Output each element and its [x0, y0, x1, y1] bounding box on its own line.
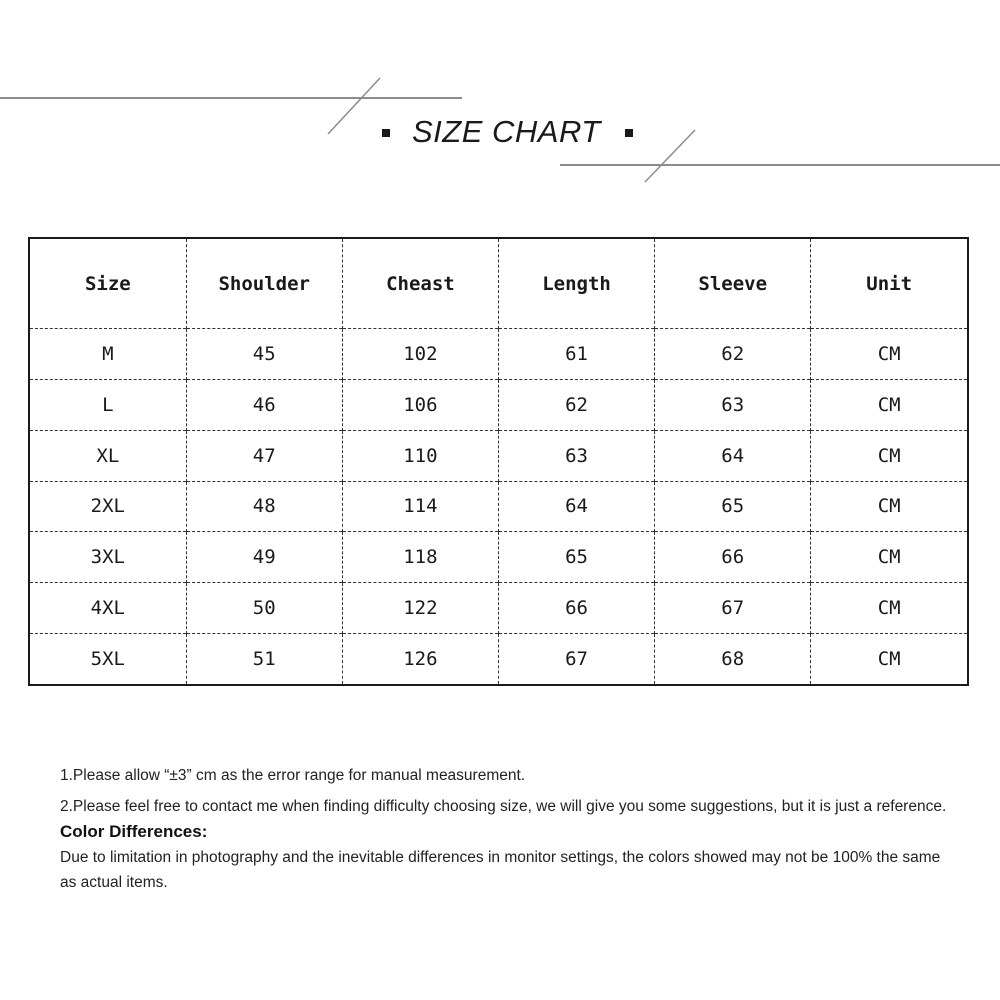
cell-chest: 110: [342, 430, 498, 481]
cell-sleeve: 64: [655, 430, 811, 481]
cell-length: 63: [498, 430, 654, 481]
page-title: SIZE CHART: [412, 114, 601, 149]
cell-size: M: [30, 329, 186, 380]
cell-sleeve: 66: [655, 532, 811, 583]
table-row: [30, 329, 967, 380]
cell-sleeve: 65: [655, 481, 811, 532]
square-bullet-icon: [625, 129, 633, 137]
cell-unit: CM: [811, 430, 967, 481]
size-table: [30, 239, 967, 684]
cell-length: 64: [498, 481, 654, 532]
table-row: [30, 481, 967, 532]
cell-unit: CM: [811, 379, 967, 430]
cell-chest: 102: [342, 329, 498, 380]
cell-size: XL: [30, 430, 186, 481]
cell-shoulder: 48: [186, 481, 342, 532]
header-chest: Cheast: [342, 239, 498, 329]
cell-chest: 122: [342, 583, 498, 634]
square-bullet-icon: [382, 129, 390, 137]
header-size: Size: [84, 272, 131, 295]
cell-unit: CM: [811, 583, 967, 634]
cell-length: 66: [498, 583, 654, 634]
cell-unit: CM: [811, 532, 967, 583]
cell-length: 61: [498, 329, 654, 380]
cell-size: L: [30, 379, 186, 430]
cell-unit: CM: [811, 481, 967, 532]
cell-unit: CM: [811, 329, 967, 380]
header-sleeve: Sleeve: [655, 239, 811, 329]
cell-chest: 106: [342, 379, 498, 430]
measurement-note: 1.Please allow “±3” cm as the error range for manual measurement.: [60, 767, 526, 784]
cell-size: 5XL: [30, 634, 186, 684]
cell-size: 3XL: [30, 532, 186, 583]
table-row: [30, 583, 967, 634]
size-chart-header: [0, 112, 1000, 158]
cell-shoulder: 49: [186, 532, 342, 583]
cell-chest: 114: [342, 481, 498, 532]
notes-section: [60, 763, 960, 895]
table-row: [30, 430, 967, 481]
cell-size: 2XL: [30, 481, 186, 532]
size-table-frame: [28, 237, 969, 686]
cell-shoulder: 46: [186, 379, 342, 430]
table-row: [30, 379, 967, 430]
cell-shoulder: 51: [186, 634, 342, 684]
cell-length: 62: [498, 379, 654, 430]
cell-shoulder: 45: [186, 329, 342, 380]
header-shoulder: Shoulder: [186, 239, 342, 329]
header-unit: Unit: [811, 239, 967, 329]
cell-chest: 118: [342, 532, 498, 583]
cell-sleeve: 68: [655, 634, 811, 684]
cell-shoulder: 47: [186, 430, 342, 481]
color-differences-text: Due to limitation in photography and the inevitable differences in monitor settings, the colors showed may not be 100% the same as actual items.: [60, 849, 941, 891]
cell-unit: CM: [811, 634, 967, 684]
table-row: [30, 634, 967, 684]
cell-length: 67: [498, 634, 654, 684]
table-row: [30, 532, 967, 583]
contact-note: 2.Please feel free to contact me when finding difficulty choosing size, we will give you some suggestions, but it is just a reference.: [60, 798, 947, 815]
table-header-row: [30, 239, 967, 329]
cell-sleeve: 67: [655, 583, 811, 634]
cell-length: 65: [498, 532, 654, 583]
cell-chest: 126: [342, 634, 498, 684]
cell-sleeve: 62: [655, 329, 811, 380]
header-length: Length: [498, 239, 654, 329]
cell-shoulder: 50: [186, 583, 342, 634]
cell-size: 4XL: [30, 583, 186, 634]
cell-sleeve: 63: [655, 379, 811, 430]
color-differences-heading: Color Differences:: [60, 822, 208, 841]
